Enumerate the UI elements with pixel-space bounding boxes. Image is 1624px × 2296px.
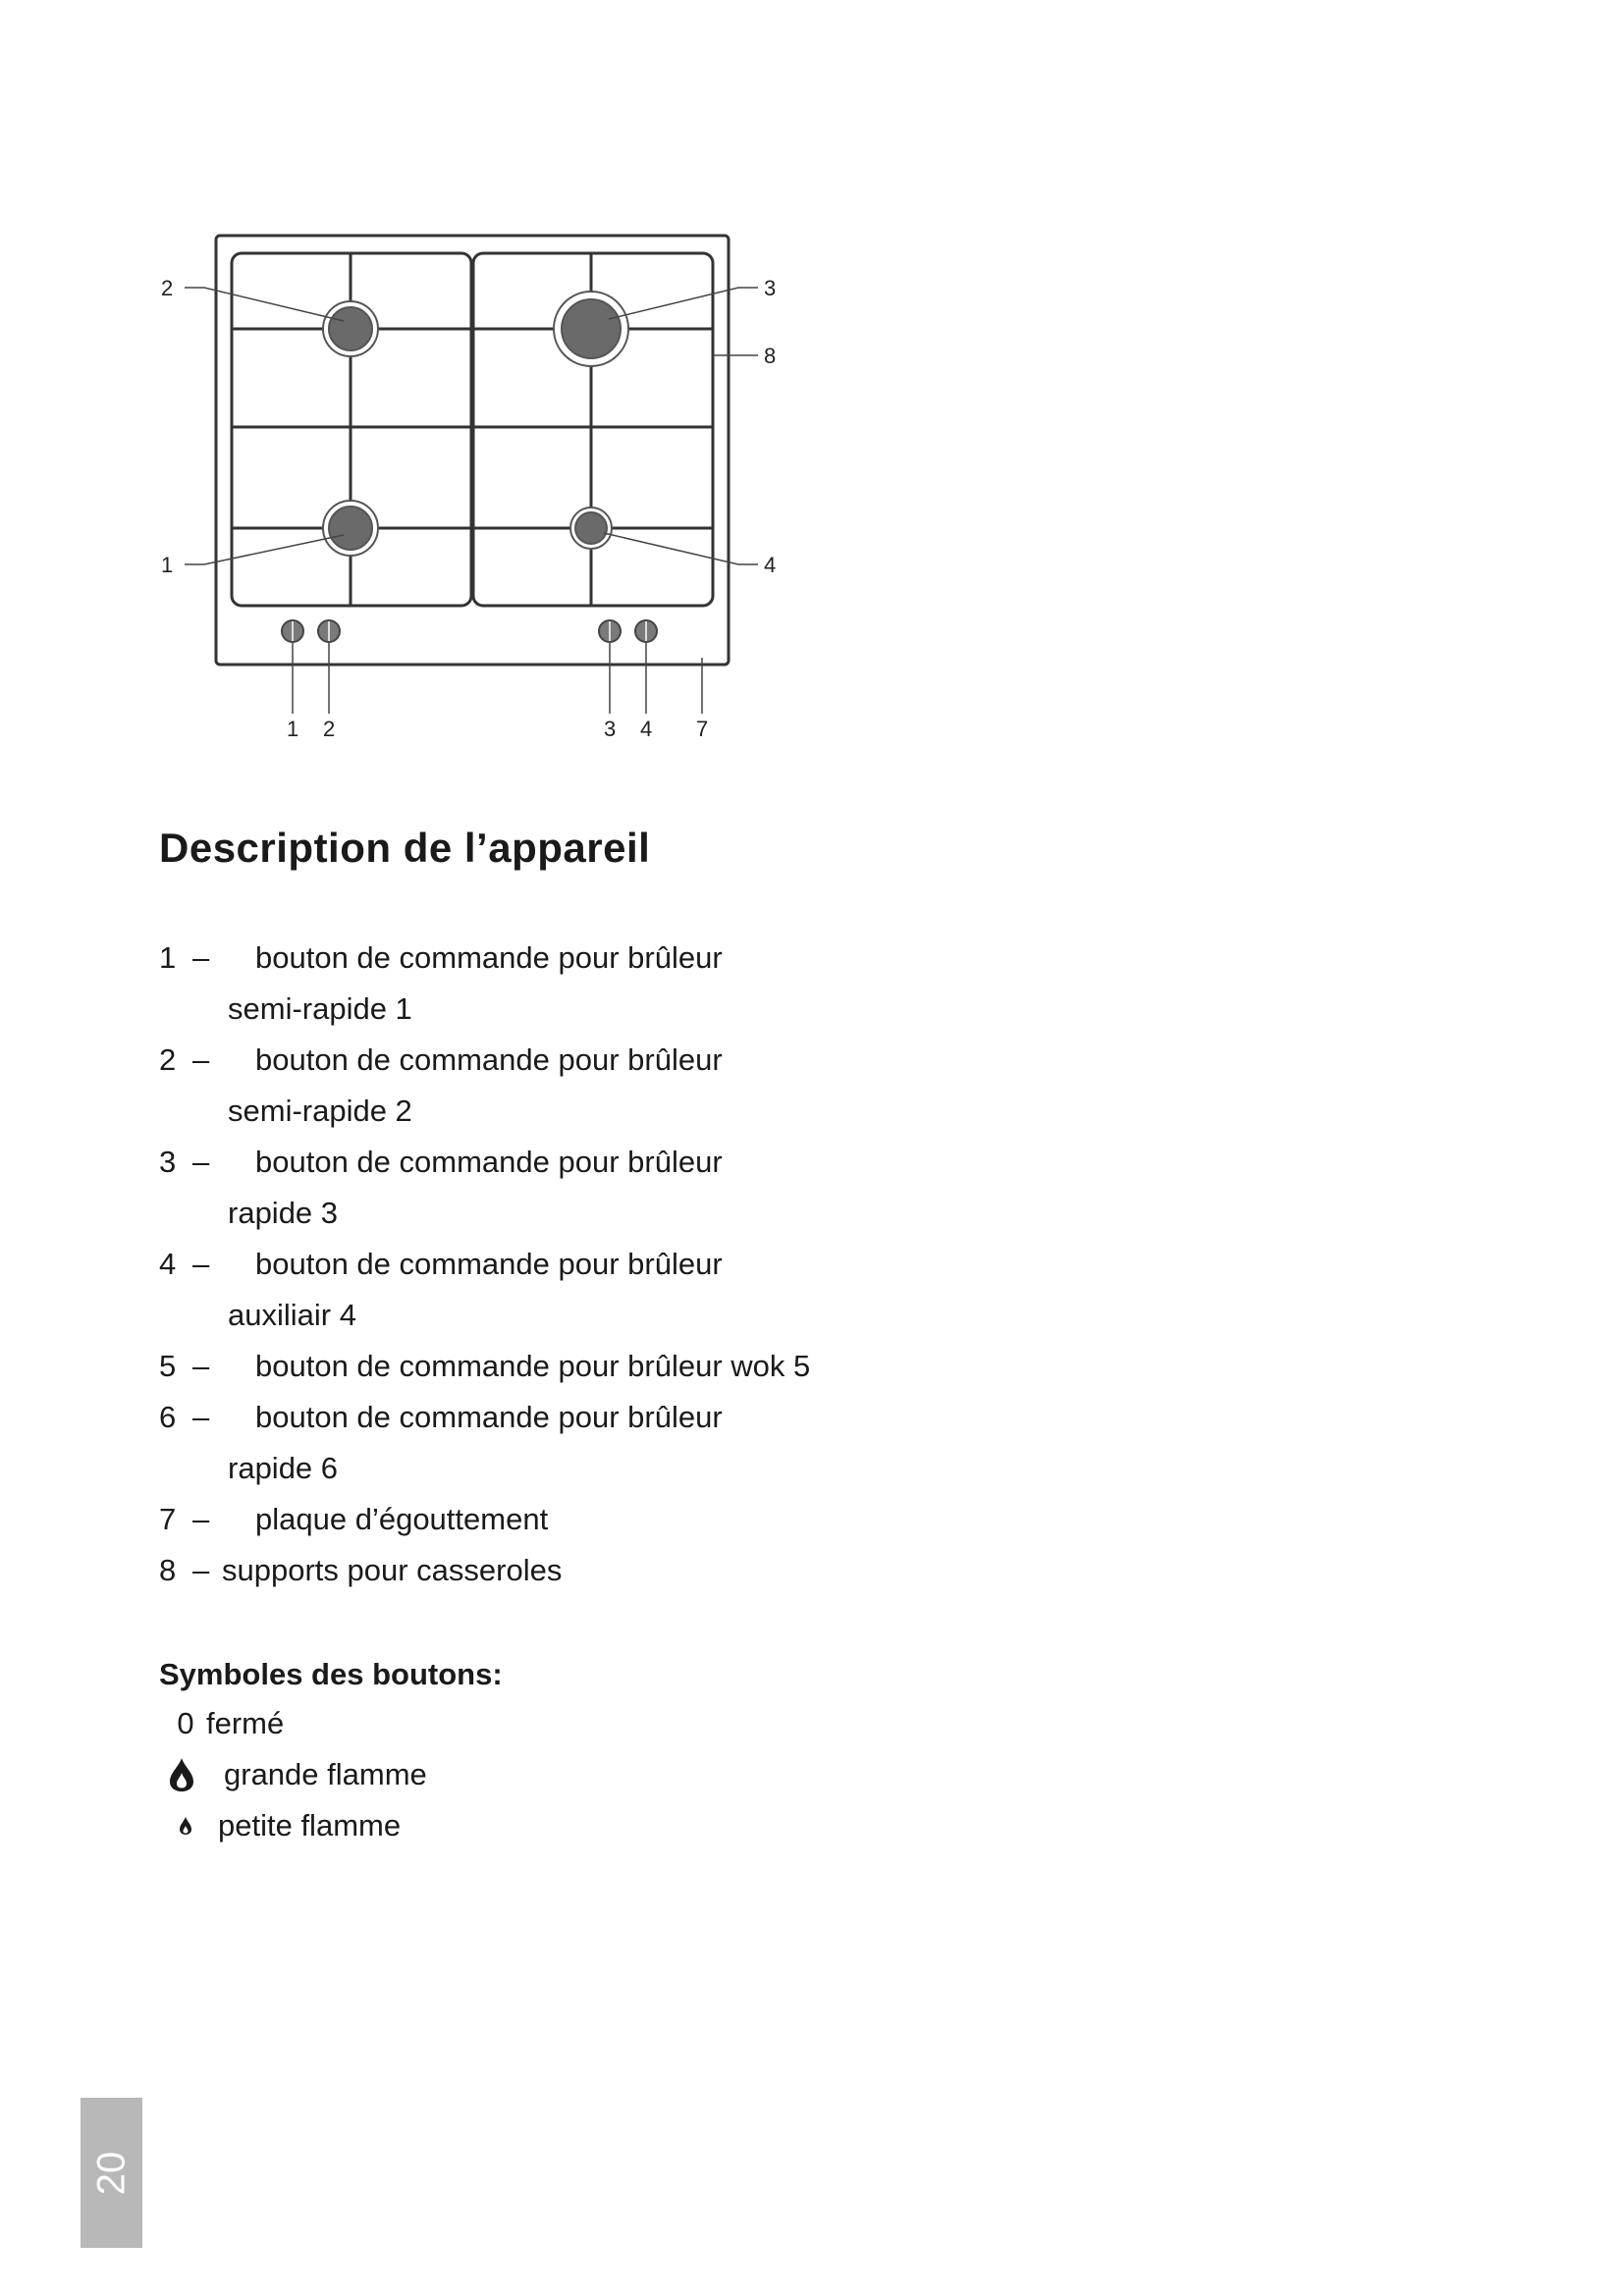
list-item xyxy=(159,1545,964,1596)
item-continuation: semi-rapide 2 xyxy=(228,1094,412,1128)
list-item xyxy=(159,1137,964,1239)
symbol-label: grande flamme xyxy=(224,1757,427,1791)
symbols-list xyxy=(169,1698,758,1851)
burner-auxiliary-4 xyxy=(570,507,612,549)
knob-label-7: 7 xyxy=(696,717,709,741)
section-title: Description de l’appareil xyxy=(159,825,651,871)
item-number: 1 xyxy=(159,940,177,975)
page-number-tab xyxy=(81,2098,142,2248)
callout-2: 2 xyxy=(161,276,174,300)
list-item xyxy=(159,1035,964,1137)
item-number: 8 xyxy=(159,1553,177,1587)
list-item xyxy=(159,1494,964,1545)
item-dash: – xyxy=(192,1400,210,1434)
callout-3: 3 xyxy=(764,276,777,300)
item-number: 5 xyxy=(159,1349,177,1383)
symbol-label: petite flamme xyxy=(218,1808,402,1842)
item-dash: – xyxy=(192,1042,210,1077)
item-text: bouton de commande pour brûleur wok 5 xyxy=(255,1349,811,1383)
callout-4: 4 xyxy=(764,553,777,577)
item-dash: – xyxy=(192,1502,210,1536)
item-continuation: auxiliair 4 xyxy=(228,1298,356,1332)
item-continuation: rapide 3 xyxy=(228,1196,339,1230)
item-text: bouton de commande pour brûleur xyxy=(255,1247,723,1281)
list-item xyxy=(159,1239,964,1341)
symbol-label: fermé xyxy=(206,1706,285,1740)
item-text: supports pour casseroles xyxy=(222,1553,563,1587)
hob-diagram xyxy=(147,221,795,751)
list-item xyxy=(159,933,964,1035)
symbol-row-off xyxy=(169,1698,758,1749)
callout-8: 8 xyxy=(764,344,777,368)
small-flame-icon xyxy=(169,1816,202,1836)
item-number: 6 xyxy=(159,1400,177,1434)
item-number: 3 xyxy=(159,1145,177,1179)
item-text: bouton de commande pour brûleur xyxy=(255,1042,723,1077)
item-number: 7 xyxy=(159,1502,177,1536)
zero-symbol: 0 xyxy=(177,1706,194,1740)
knob-label-3: 3 xyxy=(604,717,617,741)
item-continuation: rapide 6 xyxy=(228,1451,339,1485)
symbol-row-small-flame xyxy=(169,1800,758,1851)
item-dash: – xyxy=(192,1247,210,1281)
knob-label-2: 2 xyxy=(323,717,336,741)
symbol-row-large-flame xyxy=(169,1749,758,1800)
symbols-title: Symboles des boutons: xyxy=(159,1657,503,1691)
list-item xyxy=(159,1392,964,1494)
page-number: 20 xyxy=(89,2151,133,2195)
burner-semi-rapid-2 xyxy=(323,301,378,356)
item-text: plaque d’égouttement xyxy=(255,1502,549,1536)
knob-label-1: 1 xyxy=(287,717,299,741)
description-list xyxy=(159,933,964,1596)
item-dash: – xyxy=(192,1553,210,1587)
burner-semi-rapid-1 xyxy=(323,501,378,556)
list-item xyxy=(159,1341,964,1392)
item-dash: – xyxy=(192,1145,210,1179)
item-text: bouton de commande pour brûleur xyxy=(255,940,723,975)
burner-rapid-3 xyxy=(554,292,628,366)
item-number: 4 xyxy=(159,1247,177,1281)
item-text: bouton de commande pour brûleur xyxy=(255,1400,723,1434)
item-dash: – xyxy=(192,940,210,975)
item-dash: – xyxy=(192,1349,210,1383)
large-flame-icon xyxy=(169,1757,202,1792)
item-number: 2 xyxy=(159,1042,177,1077)
item-text: bouton de commande pour brûleur xyxy=(255,1145,723,1179)
knob-label-4: 4 xyxy=(640,717,653,741)
callout-1: 1 xyxy=(161,553,174,577)
item-continuation: semi-rapide 1 xyxy=(228,991,412,1026)
